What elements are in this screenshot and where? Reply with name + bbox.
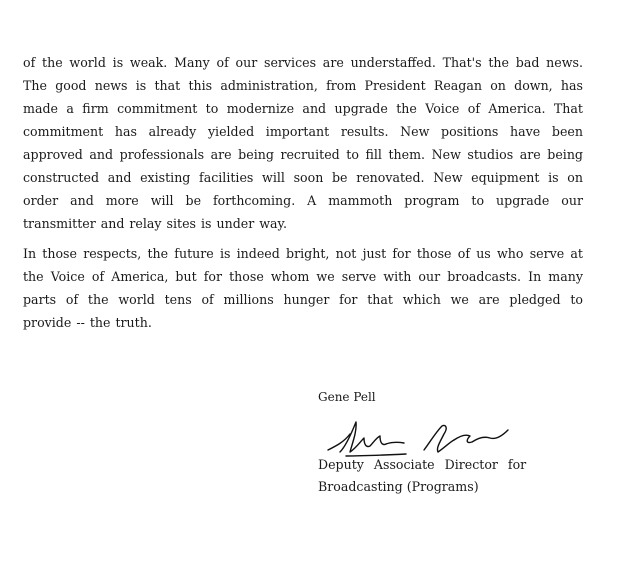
- paragraph-line: approved and professionals are being recruited to fill them. New studios are being: [23, 147, 583, 162]
- body-paragraph-1: [23, 51, 583, 235]
- paragraph-line: parts of the world tens of millions hunger for that which we are pledged to: [23, 292, 583, 307]
- paragraph-line: order and more will be forthcoming. A mammoth program to upgrade our: [23, 193, 583, 208]
- paragraph-line: In those respects, the future is indeed bright, not just for those of us who serve at: [23, 246, 583, 261]
- signatory-name: Gene Pell: [318, 390, 376, 404]
- signatory-title: [318, 454, 526, 498]
- handwritten-signature: [326, 412, 526, 458]
- paragraph-line: made a firm commitment to modernize and upgrade the Voice of America. That: [23, 101, 583, 116]
- body-paragraph-2: [23, 242, 583, 334]
- paragraph-line: constructed and existing facilities will soon be renovated. New equipment is on: [23, 170, 583, 185]
- title-line-1: Deputy Associate Director for: [318, 457, 527, 472]
- paragraph-line: transmitter and relay sites is under way.: [23, 216, 287, 231]
- paragraph-line: provide -- the truth.: [23, 315, 152, 330]
- paragraph-line: The good news is that this administration, from President Reagan on down, has: [23, 78, 583, 93]
- title-line-2: Broadcasting (Programs): [318, 479, 479, 494]
- paragraph-line: commitment has already yielded important results. New positions have been: [23, 124, 583, 139]
- paragraph-line: the Voice of America, but for those whom we serve with our broadcasts. In many: [23, 269, 583, 284]
- paragraph-line: of the world is weak. Many of our services are understaffed. That's the bad news.: [23, 55, 583, 70]
